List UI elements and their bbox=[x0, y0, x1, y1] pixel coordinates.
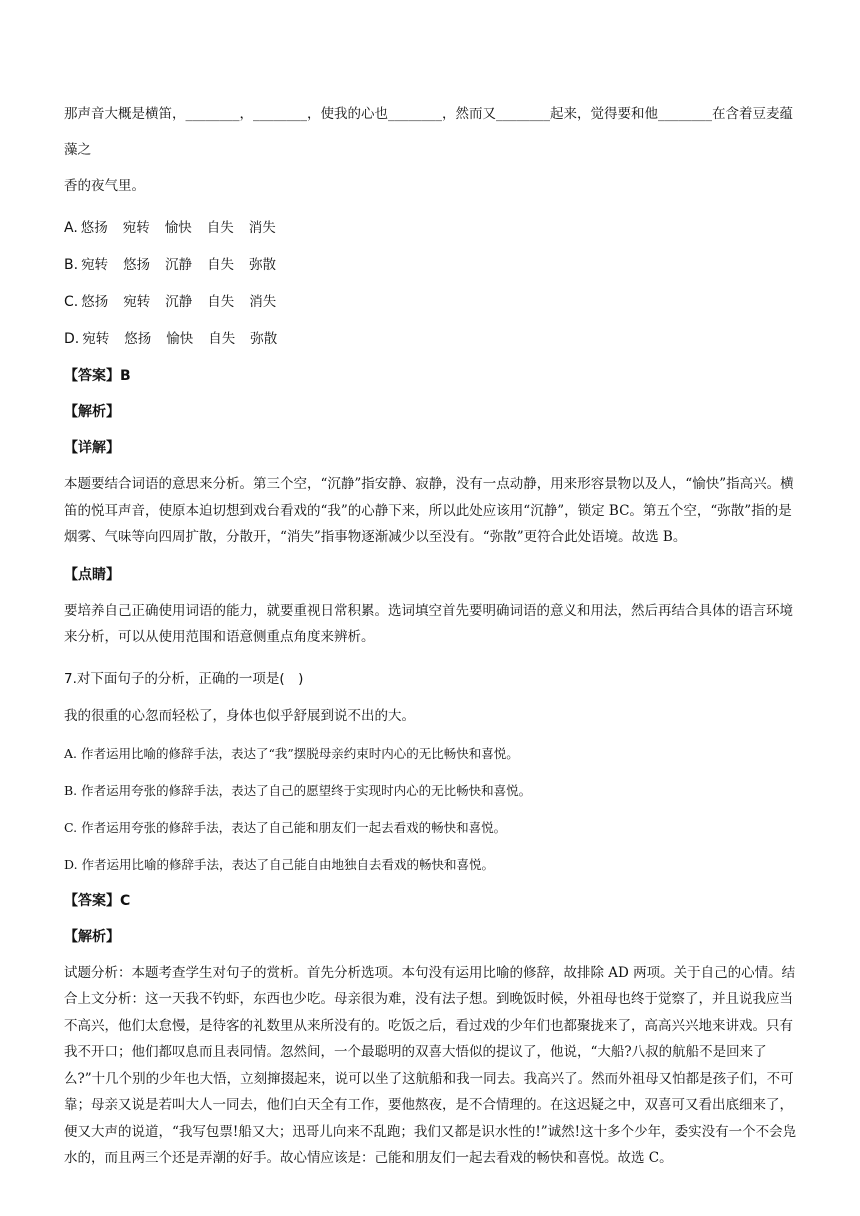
q6-detail-tag: 【详解】 bbox=[64, 440, 120, 456]
q6-detail-text: 本题要结合词语的意思来分析。第三个空，“沉静”指安静、寂静，没有一点动静，用来形容景物以及人，“愉快”指高兴。横笛的悦耳声音，使原本迫切想到戏台看戏的“我”的心静下来，所以此处应该用“沉静”，锁定 BC。第五个空，“弥散”指的是烟雾、气味等向四周扩散，分散开，“消失”指事物逐渐减少以至没有。“弥散”更符合此处语境。故选 B。 bbox=[64, 476, 794, 545]
option-word: 愉快 bbox=[164, 220, 192, 236]
q7-analysis-text: 试题分析：本题考查学生对句子的赏析。首先分析选项。本句没有运用比喻的修辞，故排除 AD 两项。关于自己的心情。结合上文分析：这一天我不钓虾，东西也少吃。母亲很为难，没有法子想。到晚饭时候，外祖母也终于觉察了，并且说我应当不高兴，他们太怠慢，是待客的礼数里从来所没有的。吃饭之后，看过戏的少年们也都聚拢来了，高高兴兴地来讲戏。只有我不开口；他们都叹息而且表同情。忽然间，一个最聪明的双喜大悟似的提议了，他说，“大船?八叔的航船不是回来了么?”十几个别的少年也大悟，立刻撺掇起来，说可以坐了这航船和我一同去。我高兴了。然而外祖母又怕都是孩子们，不可靠；母亲又说是若叫大人一同去，他们白天全有工作，要他熬夜，是不合情理的。在这迟疑之中，双喜可又看出底细来了，便又大声的说道，“我写包票!船又大；迅哥儿向来不乱跑；我们又都是识水性的!”诚然!这十多个少年，委实没有一个不会凫水的，而且两三个还是弄潮的好手。故心情应该是：己能和朋友们一起去看戏的畅快和喜悦。故选 C。 bbox=[64, 964, 797, 1166]
q6-point-tag: 【点睛】 bbox=[64, 566, 120, 583]
option-word: 沉静 bbox=[165, 294, 193, 310]
option-word: 自失 bbox=[206, 220, 234, 236]
q6-options bbox=[64, 210, 798, 358]
q7-option-c: C. 作者运用夸张的修辞手法，表达了自己能和朋友们一起去看戏的畅快和喜悦。 bbox=[64, 819, 507, 835]
q6-option-c bbox=[64, 284, 798, 321]
q7-question: 7.对下面句子的分析，正确的一项是( ) bbox=[64, 670, 304, 687]
option-letter: C. bbox=[64, 294, 79, 310]
document-content bbox=[64, 96, 798, 1178]
q6-answer: 【答案】B bbox=[64, 368, 131, 384]
q6-stem-line1: 那声音大概是横笛，________，________，使我的心也________，然而又________起来，觉得要和他________在含着豆麦蕴藻之 bbox=[64, 106, 793, 158]
q7-option-a: A. 作者运用比喻的修辞手法，表达了“我”摆脱母亲约束时内心的无比畅快和喜悦。 bbox=[64, 745, 519, 761]
option-letter: B. bbox=[64, 257, 79, 273]
option-word: 消失 bbox=[249, 294, 277, 310]
q6-stem-line2: 香的夜气里。 bbox=[64, 178, 145, 194]
q7-option-b: B. 作者运用夸张的修辞手法，表达了自己的愿望终于实现时内心的无比畅快和喜悦。 bbox=[64, 782, 532, 798]
q6-option-b bbox=[64, 247, 798, 284]
option-letter: A. bbox=[64, 220, 78, 236]
option-word: 宛转 bbox=[82, 331, 110, 347]
option-word: 宛转 bbox=[122, 220, 150, 236]
option-letter: D. bbox=[64, 331, 80, 347]
option-word: 自失 bbox=[208, 331, 236, 347]
option-word: 愉快 bbox=[166, 331, 194, 347]
option-word: 沉静 bbox=[165, 257, 193, 273]
option-word: 消失 bbox=[248, 220, 276, 236]
option-word: 弥散 bbox=[249, 257, 277, 273]
q6-option-d bbox=[64, 321, 798, 358]
q7-sentence: 我的很重的心忽而轻松了，身体也似乎舒展到说不出的大。 bbox=[64, 707, 415, 724]
option-word: 宛转 bbox=[81, 257, 109, 273]
option-word: 悠扬 bbox=[123, 257, 151, 273]
q6-option-a bbox=[64, 210, 798, 247]
q6-point-text: 要培养自己正确使用词语的能力，就要重视日常积累。选词填空首先要明确词语的意义和用法，然后再结合具体的语言环境来分析，可以从使用范围和语意侧重点角度来辨析。 bbox=[64, 602, 793, 645]
option-word: 悠扬 bbox=[80, 220, 108, 236]
option-word: 宛转 bbox=[123, 294, 151, 310]
option-word: 弥散 bbox=[250, 331, 278, 347]
option-word: 自失 bbox=[207, 257, 235, 273]
q6-analysis-tag: 【解析】 bbox=[64, 404, 120, 420]
q7-option-d: D. 作者运用比喻的修辞手法，表达了自己能自由地独自去看戏的畅快和喜悦。 bbox=[64, 856, 495, 872]
option-word: 悠扬 bbox=[81, 294, 109, 310]
q7-analysis-tag: 【解析】 bbox=[64, 928, 120, 945]
option-word: 自失 bbox=[207, 294, 235, 310]
option-word: 悠扬 bbox=[124, 331, 152, 347]
q7-answer: 【答案】C bbox=[64, 892, 131, 909]
